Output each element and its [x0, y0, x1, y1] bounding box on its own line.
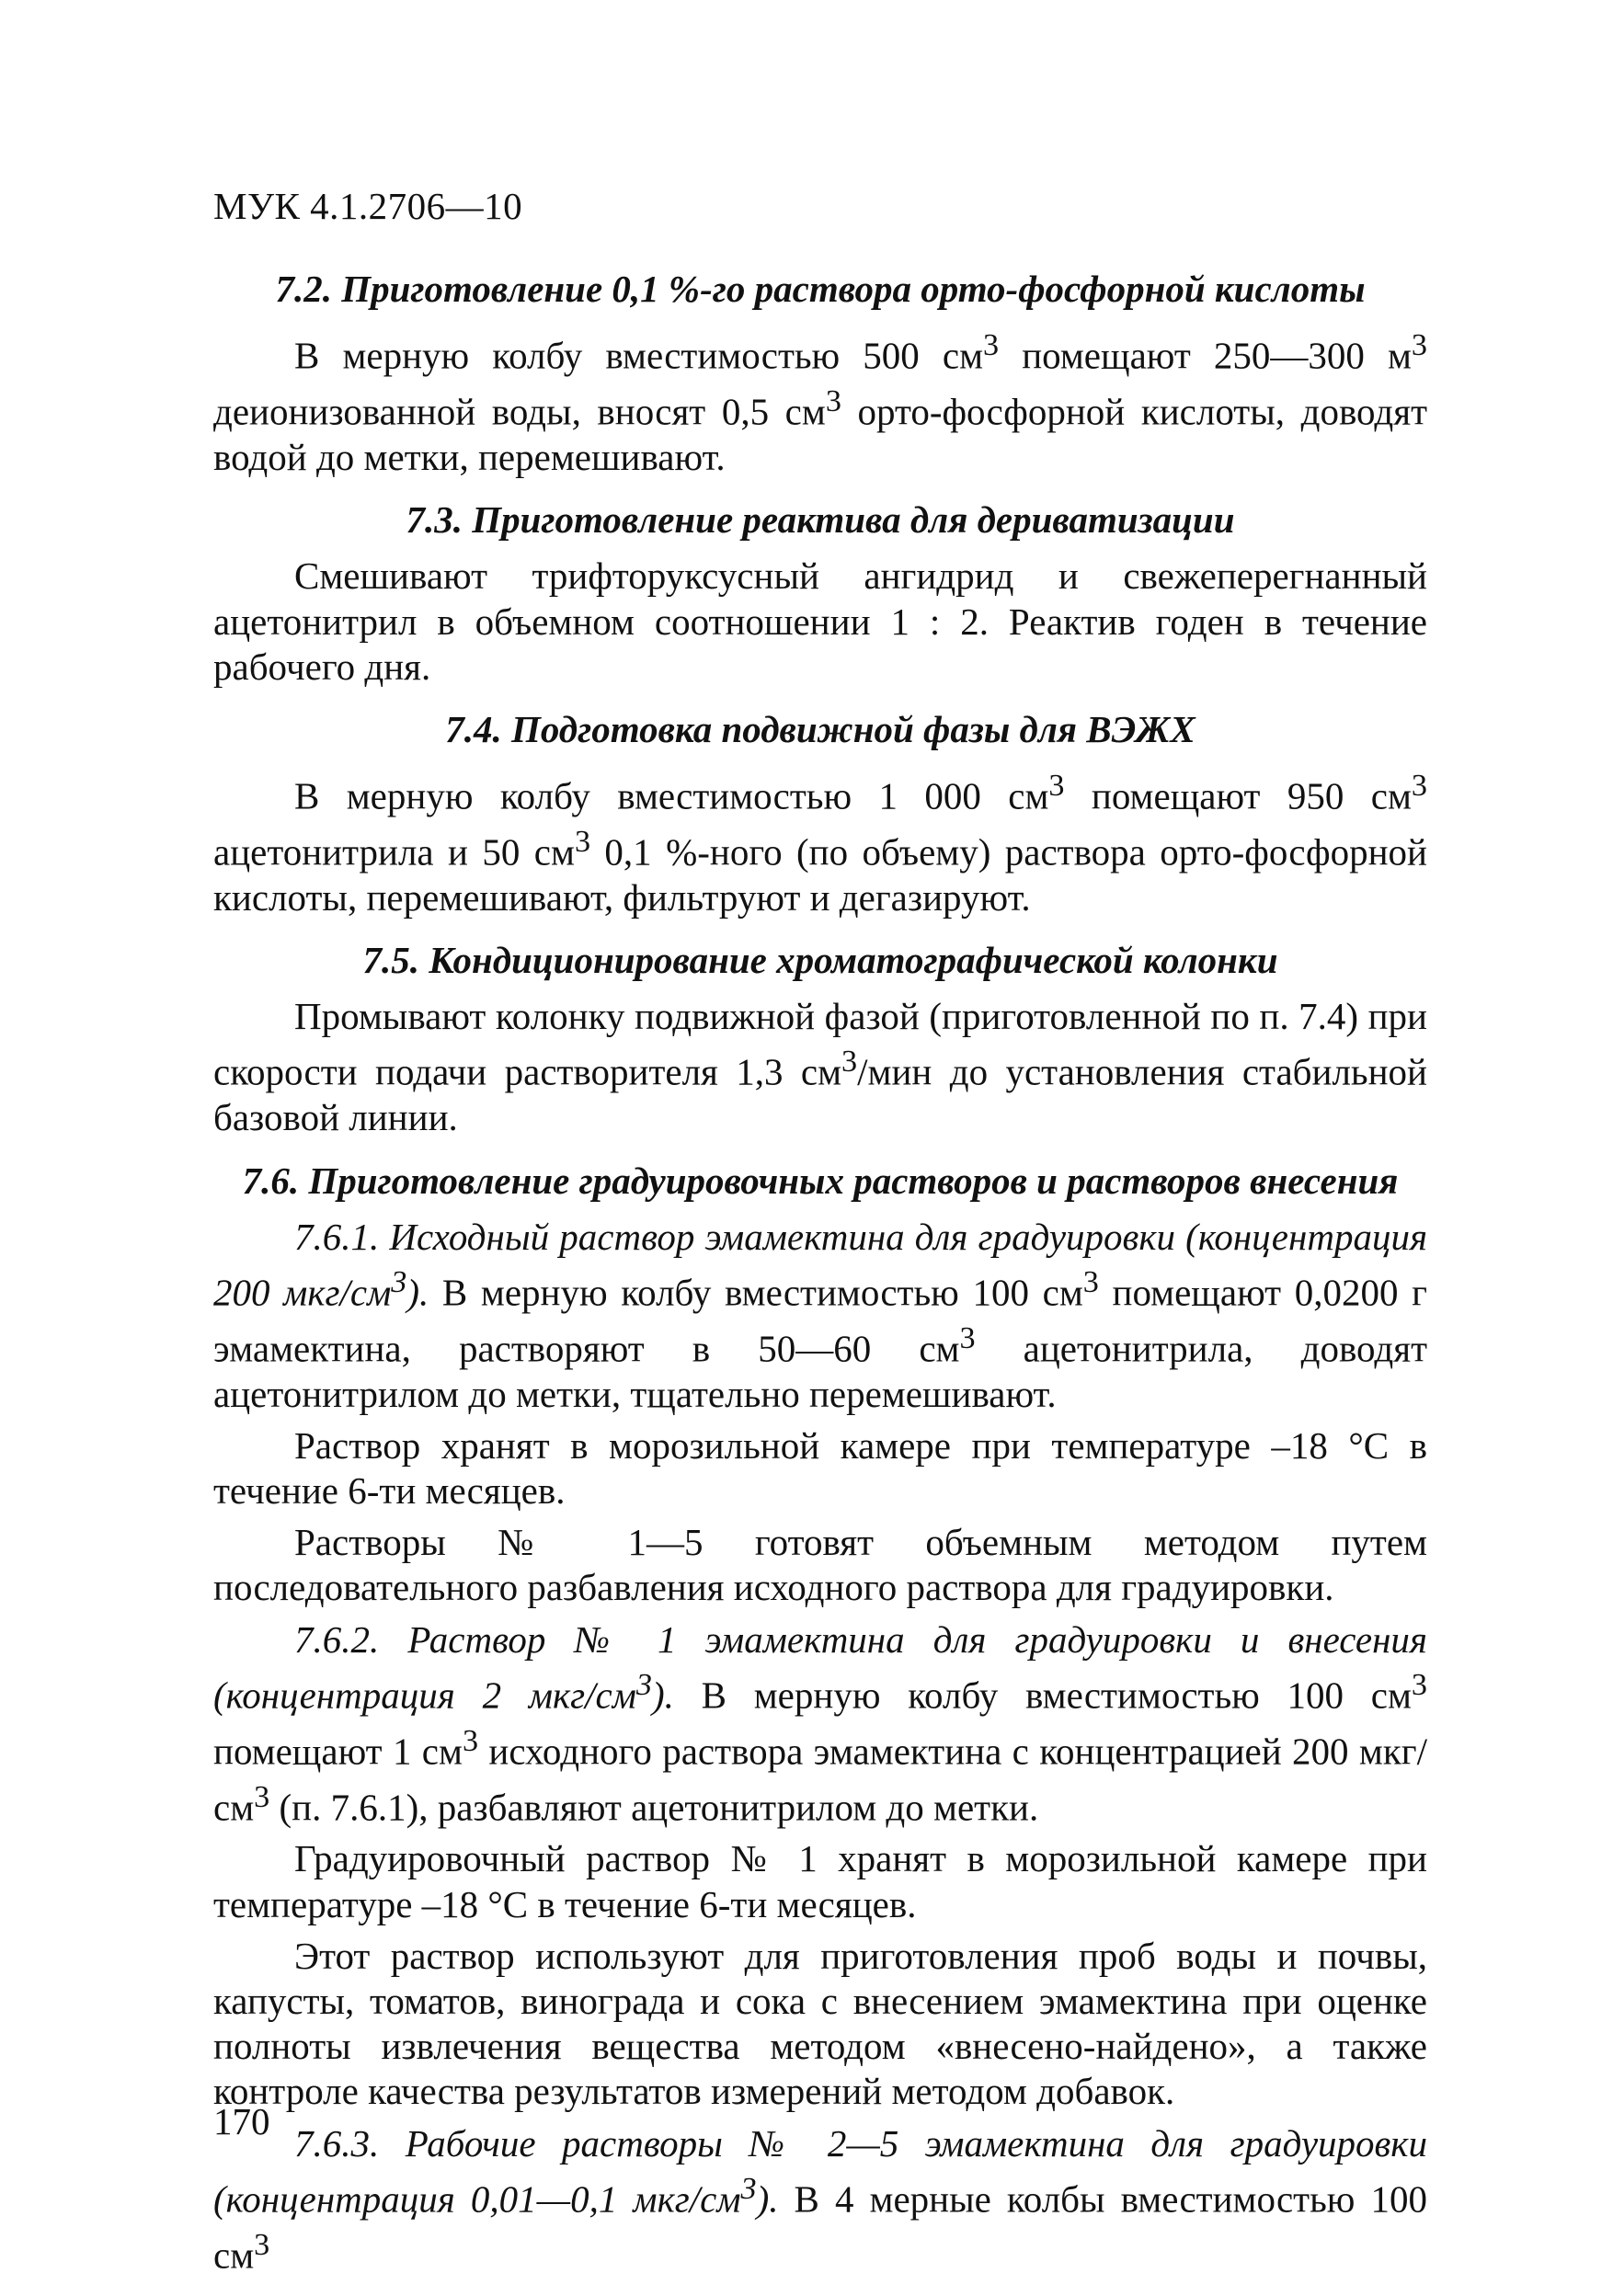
- paragraph: Раствор хранят в морозильной камере при температуре –18 °С в течение 6-ти месяцев.: [213, 1423, 1427, 1513]
- section-7-6: [213, 1159, 1427, 2279]
- running-head: МУК 4.1.2706—10: [213, 185, 523, 227]
- document-body: [213, 267, 1427, 2296]
- section-7-2: [213, 267, 1427, 480]
- section-7-5: [213, 938, 1427, 1140]
- paragraph-7-6-2: 7.6.2. Раствор № 1 эмамектина для градуировки и внесения (концентрация 2 мкг/$см^3$). В мерную колбу вместимостью 100 $см^3$ помещают 1 $см^3$ исходного раствора эмамектина с концентрацией 200 мкг/$см^3$ (п. 7.6.1), разбавляют ацетонитрилом до метки.: [213, 1617, 1427, 1829]
- section-heading: 7.6. Приготовление градуировочных растворов и растворов внесения: [242, 1159, 1399, 1202]
- section-heading: 7.5. Кондиционирование хроматографической колонки: [362, 939, 1278, 982]
- section-7-4: [213, 707, 1427, 920]
- page-number: 170: [213, 2100, 270, 2142]
- paragraph: Промывают колонку подвижной фазой (приготовленной по п. 7.4) при скорости подачи растворителя 1,3 $см^3$/мин до установления стабильной базовой линии.: [213, 995, 1427, 1139]
- paragraph: Градуировочный раствор № 1 хранят в морозильной камере при температуре –18 °С в течение 6-ти месяцев.: [213, 1837, 1427, 1925]
- section-heading: 7.3. Приготовление реактива для дериватизации: [406, 498, 1235, 542]
- paragraph: Растворы № 1—5 готовят объемным методом путем последовательного разбавления исходного раствора для градуировки.: [213, 1521, 1427, 1609]
- paragraph: В мерную колбу вместимостью 1 000 $см^3$ помещают 950 $см^3$ ацетонитрила и 50 $см^3$ 0,1 %-ного (по объему) раствора орто-фосфорной кислоты, перемешивают, фильтруют и дегазируют.: [213, 769, 1428, 919]
- paragraph: Этот раствор используют для приготовления проб воды и почвы, капусты, томатов, винограда и сока с внесением эмамектина при оценке полноты извлечения вещества методом «внесено-найдено», а также контроле качества результатов измерений методом добавок.: [213, 1934, 1427, 2113]
- section-heading: 7.2. Приготовление 0,1 %-го раствора орто-фосфорной кислоты: [275, 268, 1366, 310]
- document-page: [213, 0, 1427, 2281]
- section-heading: 7.4. Подготовка подвижной фазы для ВЭЖХ: [445, 707, 1195, 750]
- section-7-3: [213, 497, 1427, 690]
- paragraph-7-6-3: 7.6.3. Рабочие растворы № 2—5 эмамектина для градуировки (концентрация 0,01—0,1 мкг/$см^3$). В 4 мерные колбы вместимостью 100 $см^3$: [213, 2121, 1427, 2277]
- paragraph: Смешивают трифторуксусный ангидрид и свежеперегнанный ацетонитрил в объемном соотношении 1 : 2. Реактив годен в течение рабочего дня.: [213, 554, 1427, 688]
- paragraph-7-6-1: 7.6.1. Исходный раствор эмамектина для градуировки (концентрация 200 мкг/$см^3$). В мерную колбу вместимостью 100 $см^3$ помещают 0,0200 г эмамектина, растворяют в 50—60 $см^3$ ацетонитрила, доводят ацетонитрилом до метки, тщательно перемешивают.: [213, 1215, 1427, 1415]
- paragraph: В мерную колбу вместимостью 500 $см^3$ помещают 250—300 $м^3$ деионизованной воды, вносят 0,5 $см^3$ орто-фосфорной кислоты, доводят водой до метки, перемешивают.: [213, 328, 1428, 478]
